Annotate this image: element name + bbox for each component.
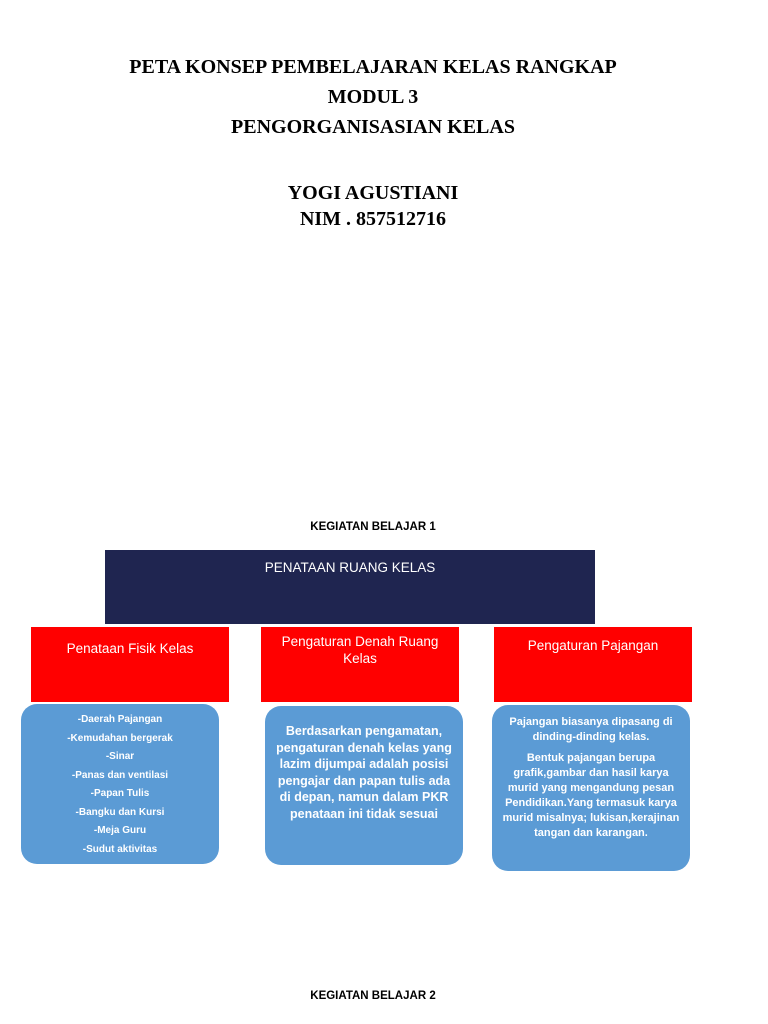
detail-box-3 — [492, 705, 690, 871]
subtopic-title-3: Pengaturan Pajangan — [527, 638, 659, 653]
author-name: YOGI AGUSTIANI — [287, 182, 459, 204]
document-title — [0, 52, 746, 142]
list-item: -Papan Tulis — [90, 788, 150, 799]
title-line-1: PETA KONSEP PEMBELAJARAN KELAS RANGKAP — [129, 56, 617, 78]
title-line-2: MODUL 3 — [327, 86, 419, 108]
detail-box-2 — [265, 706, 463, 865]
subtopic-title-2: Pengaturan Denah Ruang Kelas — [281, 634, 439, 666]
detail-paragraph-2: Bentuk pajangan berupa grafik,gambar dan hasil karya murid yang mengandung pesan Pendidikan.Yang termasuk karya murid misalnya; lukisan,kerajinan tangan dan karangan. — [502, 752, 680, 839]
main-topic-box — [105, 550, 595, 624]
detail-description: Berdasarkan pengamatan, pengaturan denah kelas yang lazim dijumpai adalah posisi pengajar dan papan tulis ada di depan, namun dalam PKR penataan ini tidak sesuai — [276, 724, 452, 821]
detail-box-1 — [21, 704, 219, 864]
list-item: -Sinar — [105, 751, 135, 762]
subtopic-title-1: Penataan Fisik Kelas — [66, 641, 194, 656]
section-2-label: KEGIATAN BELAJAR 2 — [310, 990, 436, 1002]
detail-paragraph-1: Pajangan biasanya dipasang di dinding-dinding kelas. — [509, 716, 673, 743]
list-item: -Bangku dan Kursi — [75, 806, 165, 818]
subtopic-box-2 — [261, 627, 459, 702]
list-item: -Meja Guru — [93, 825, 147, 836]
list-item: -Panas dan ventilasi — [71, 769, 169, 781]
section-1-label: KEGIATAN BELAJAR 1 — [310, 521, 436, 533]
list-item: -Kemudahan bergerak — [67, 732, 173, 744]
list-item: -Sudut aktivitas — [82, 843, 158, 855]
main-topic-label: PENATAAN RUANG KELAS — [264, 560, 436, 575]
subtopic-box-3 — [494, 627, 692, 702]
title-line-3: PENGORGANISASIAN KELAS — [231, 116, 515, 138]
author-nim: NIM . 857512716 — [299, 208, 447, 230]
author-info — [0, 180, 746, 232]
subtopic-box-1 — [31, 627, 229, 702]
list-item: -Daerah Pajangan — [77, 714, 163, 725]
